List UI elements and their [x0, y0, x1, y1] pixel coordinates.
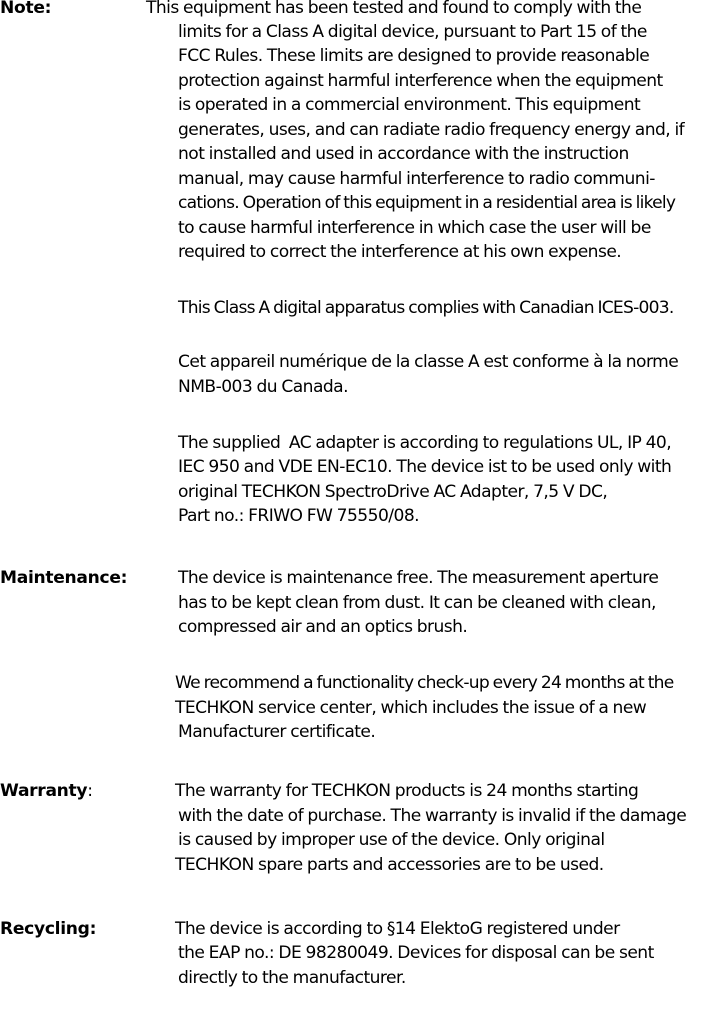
- maintenance-text-line: The device is maintenance free. The measurement aperture: [178, 568, 659, 588]
- checkup-text-line: TECHKON service center, which includes the issue of a new: [175, 698, 647, 718]
- recycling-text-line: The device is according to §14 ElektoG registered under: [175, 919, 620, 939]
- maintenance-text-line: compressed air and an optics brush.: [178, 617, 468, 637]
- adapter-text-line: Part no.: FRIWO FW 75550/08.: [178, 506, 420, 526]
- note-text-line: required to correct the interference at his own expense.: [178, 242, 622, 262]
- checkup-text-line: Manufacturer certificate.: [178, 722, 376, 742]
- warranty-text-line: The warranty for TECHKON products is 24 months starting: [175, 781, 639, 801]
- note-text-line: This equipment has been tested and found to comply with the: [146, 0, 642, 18]
- recycling-text-line: the EAP no.: DE 98280049. Devices for disposal can be sent: [178, 943, 654, 963]
- warranty-text-line: is caused by improper use of the device. Only original: [178, 830, 605, 850]
- warranty-label: [0, 779, 93, 803]
- note-text-line: generates, uses, and can radiate radio frequency energy and, if: [178, 120, 685, 140]
- recycling-label: Recycling:: [0, 919, 97, 939]
- maintenance-label: Maintenance:: [0, 568, 128, 588]
- nmb-compliance-text: Cet appareil numérique de la classe A est conforme à la norme: [178, 352, 679, 372]
- warranty-label-text: Warranty: [0, 781, 88, 801]
- note-text-line: is operated in a commercial environment. This equipment: [178, 95, 641, 115]
- warranty-label-colon: :: [87, 781, 93, 801]
- note-text-line: manual, may cause harmful interference to radio communi-: [178, 169, 655, 189]
- note-text-line: not installed and used in accordance with the instruction: [178, 144, 629, 164]
- adapter-text-line: IEC 950 and VDE EN-EC10. The device ist to be used only with: [178, 457, 672, 477]
- adapter-text-line: original TECHKON SpectroDrive AC Adapter, 7,5 V DC,: [178, 482, 608, 502]
- note-text-line: FCC Rules. These limits are designed to provide reasonable: [178, 46, 650, 66]
- note-text-line: protection against harmful interference when the equipment: [178, 71, 663, 91]
- ices-compliance-text: This Class A digital apparatus complies with Canadian ICES-003.: [178, 298, 674, 318]
- note-text-line: to cause harmful interference in which case the user will be: [178, 218, 651, 238]
- warranty-text-line: with the date of purchase. The warranty is invalid if the damage: [178, 806, 687, 826]
- maintenance-text-line: has to be kept clean from dust. It can be cleaned with clean,: [178, 593, 656, 613]
- adapter-text-line: The supplied AC adapter is according to regulations UL, IP 40,: [178, 433, 672, 453]
- note-text-line: cations. Operation of this equipment in a residential area is likely: [178, 193, 676, 213]
- note-text-line: limits for a Class A digital device, pursuant to Part 15 of the: [178, 22, 647, 42]
- checkup-text-line: We recommend a functionality check-up every 24 months at the: [175, 673, 674, 693]
- note-label: Note:: [0, 0, 52, 18]
- nmb-compliance-text: NMB-003 du Canada.: [178, 377, 348, 397]
- warranty-text-line: TECHKON spare parts and accessories are to be used.: [175, 855, 604, 875]
- recycling-text-line: directly to the manufacturer.: [178, 968, 406, 988]
